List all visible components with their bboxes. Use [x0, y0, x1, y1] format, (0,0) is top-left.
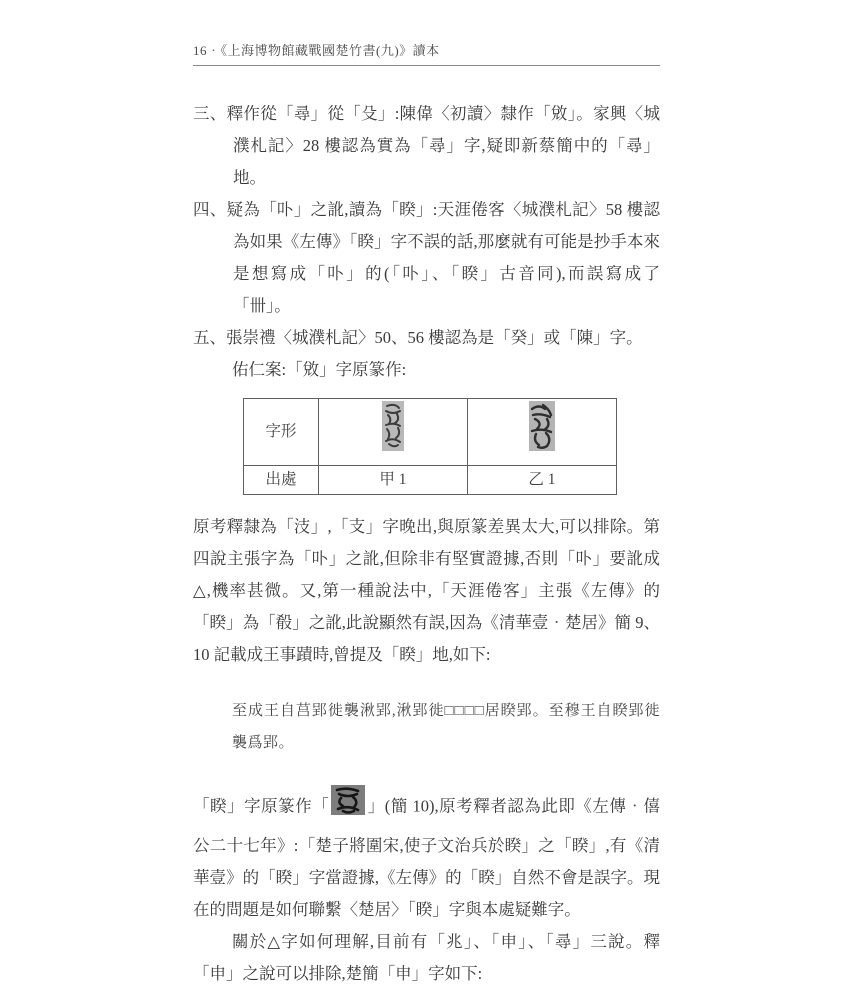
- bamboo-slip-glyph-image-yi: [529, 401, 555, 463]
- table-row-sources: [244, 466, 617, 495]
- table-cell-source-yi: 乙 1: [468, 466, 617, 495]
- author-note-lead: 佑仁案:「敓」字原篆作:: [232, 360, 407, 379]
- running-header: 16‧《上海博物館藏戰國楚竹書(九)》讀本: [193, 0, 660, 66]
- table-cell-glyph-jia: [319, 399, 468, 466]
- table-cell-glyph-yi: [468, 399, 617, 466]
- glyph-form-table: [243, 398, 617, 495]
- triangle-paragraph: 關於△字如何理解,目前有「兆」、「申」、「尋」三說。釋「申」之說可以排除,楚簡「申」字如下:: [193, 932, 660, 983]
- table-cell-source-jia: 甲 1: [319, 466, 468, 495]
- table-label-chuchu: 出處: [244, 466, 319, 495]
- text-block: [193, 0, 660, 990]
- kui-paragraph: [193, 785, 660, 926]
- table-row-glyph-forms: [244, 399, 617, 466]
- page-body: [193, 98, 660, 990]
- numbered-item-3: 三、釋作從「尋」從「殳」:陳偉〈初讀〉隸作「敓」。家興〈城濮札記〉28 樓認為實為「尋」字,疑即新蔡簡中的「尋」地。: [193, 104, 660, 187]
- inline-slip-glyph-image: [331, 785, 365, 826]
- chuju-quotation: 至成王自莒郢徙襲湫郢,湫郢徙□□□□居睽郢。至穆王自睽郢徙襲爲郢。: [232, 703, 660, 751]
- bamboo-slip-glyph-image-jia: [382, 401, 404, 463]
- numbered-item-5: 五、張崇禮〈城濮札記〉50、56 樓認為是「癸」或「陳」字。: [193, 328, 643, 347]
- table-label-zixing: 字形: [244, 399, 319, 466]
- kui-paragraph-rest: 」(簡 10),原考釋者認為此即《左傳‧僖公二十七年》:「楚子將圍宋,使子文治兵於睽」之「睽」,有《清華壹》的「睽」字當證據,《左傳》的「睽」自然不會是誤字。現在的問題是如何聯繫〈楚居〉「睽」字與本處疑難字。: [193, 796, 660, 919]
- analysis-paragraph: 原考釋隸為「汥」,「支」字晚出,與原篆差異太大,可以排除。第四說主張字為「卟」之訛,但除非有堅實證據,否則「卟」要訛成△,機率甚微。又,第一種說法中,「天涯倦客」主張《左傳》的「睽」為「殽」之訛,此說顯然有誤,因為《清華壹‧楚居》簡 9、10 記載成王事蹟時,曾提及「睽」地,如下:: [193, 517, 660, 664]
- numbered-item-4: 四、疑為「卟」之訛,讀為「睽」:天涯倦客〈城濮札記〉58 樓認為如果《左傳》「睽」字不誤的話,那麼就有可能是抄手本來是想寫成「卟」的(「卟」、「睽」古音同),而誤寫成了「卌」。: [193, 200, 660, 315]
- kui-paragraph-lead: 「睽」字原篆作「: [193, 796, 330, 816]
